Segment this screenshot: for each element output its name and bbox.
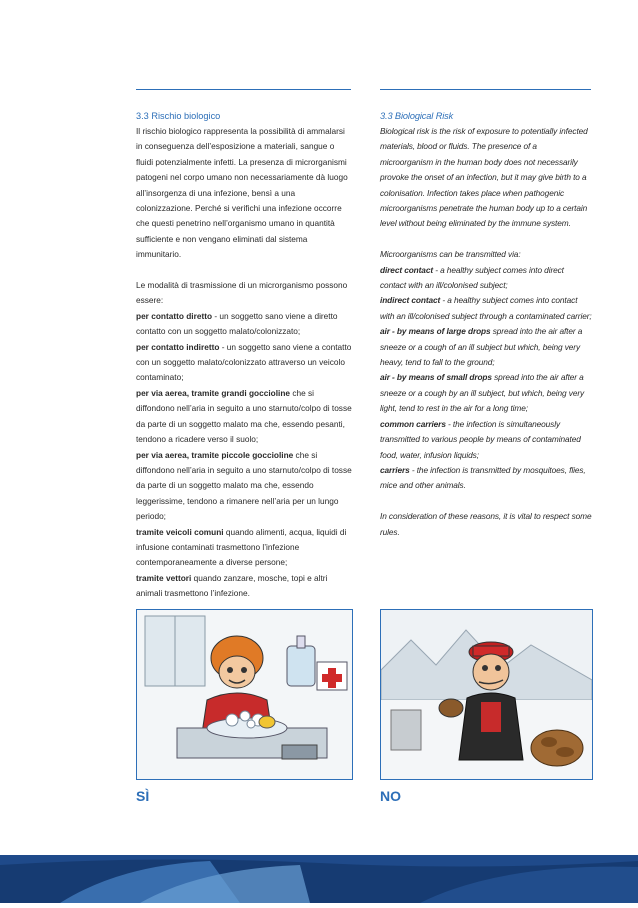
list-text: - a healthy subject comes into contact with an ill/colonised subject through a contaminated carrier; [380,295,592,321]
intro-paragraph: Biological risk is the risk of exposure to potentially infected materials, blood or fluids. The presence of a microorganism in the human body does not necessarily provoke the onset of an infection, but it may give birth to a colonisation. Infection takes place when pathogenic microorganisms penetrate the human body up to a certain level without being eliminated by the immune system. [380,126,588,229]
list-term: direct contact [380,264,434,275]
caption-yes: SÌ [136,788,150,804]
list-term: indirect contact [380,295,441,306]
list-item [380,370,592,416]
list-item [136,571,352,602]
footer-band [0,855,638,903]
illustration-washing-hands [136,609,353,780]
list-item [380,324,592,370]
top-rule-left [136,89,351,90]
list-term: per contatto indiretto [136,341,220,352]
list-term: per contatto diretto [136,310,213,321]
modes-intro: Microorganisms can be transmitted via: [380,249,521,260]
top-rule-right [380,89,591,90]
english-column [380,108,592,540]
list-text: spread into the air after a sneeze or a cough of an ill subject but which, being very heavy, tend to fall to the ground; [380,326,583,368]
list-term: tramite vettori [136,572,192,583]
section-heading: 3.3 Rischio biologico [136,111,221,121]
conclusion-paragraph: In consideration of these reasons, it is vital to respect some rules. [380,511,592,537]
list-item [136,525,352,571]
list-text: - un soggetto sano viene a contatto con un soggetto malato/colonizzato attraverso un veicolo contaminato; [136,341,352,383]
list-text: quando zanzare, mosche, topi e altri animali trasmettono l’infezione. [136,572,328,599]
list-term: air - by means of large drops [380,326,491,337]
list-term: per via aerea, tramite grandi goccioline [136,387,291,398]
footer-wave-decoration [0,855,638,903]
list-term: tramite veicoli comuni [136,526,224,537]
caption-no: NO [380,788,401,804]
dirty-hands-illustration [381,610,592,779]
intro-paragraph: Il rischio biologico rappresenta la possibilità di ammalarsi in conseguenza dell’esposizione a materiali, sangue o fluidi potenzialmente infetti. La presenza di microrganismi patogeni nel corpo umano non necessariamente dà luogo all’insorgenza di una infezione, bensì a una colonizzazione. Perché si verifichi una infezione occorre che questi penetrino nell’organismo umano in quantità sufficiente e non vengano eliminati dal sistema immunitario. [136,126,348,260]
list-text: spread into the air after a sneeze or a cough by an ill subject, but which, being very light, tend to rest in the air for a long time; [380,372,585,414]
list-text: - un soggetto sano viene a diretto contatto con un soggetto malato/colonizzato; [136,310,338,337]
list-item [380,463,592,494]
list-item [380,263,592,294]
list-term: air - by means of small drops [380,372,492,383]
list-text: quando alimenti, acqua, liquidi di infusione contaminati trasmettono l’infezione contemporaneamente a diverse persone; [136,526,347,568]
list-text: - the infection is transmitted by mosquitoes, flies, mice and other animals. [380,464,586,491]
transmission-list [380,263,592,494]
list-item [136,340,352,386]
list-item [380,417,592,463]
italian-column [136,108,352,648]
list-text: che si diffondono nell’aria in seguito a uno starnuto/colpo di tosse da parte di un soggetto malato ma che, essendo leggerissime, tendono a rimanere nell’aria per un lungo periodo; [136,449,352,522]
section-heading: 3.3 Biological Risk [380,111,454,121]
list-term: carriers [380,464,410,475]
list-item [136,386,352,448]
illustration-dirty-hands [380,609,593,780]
modes-intro: Le modalità di trasmissione di un microrganismo possono essere: [136,280,348,306]
transmission-list [136,309,352,602]
list-term: per via aerea, tramite piccole goccioline [136,449,294,460]
list-text: che si diffondono nell’aria in seguito a uno starnuto/colpo di tosse da parte di un soggetto malato ma che, essendo pesanti, tendono a ricadere verso il suolo; [136,387,352,445]
list-item [136,309,352,340]
list-term: common carriers [380,418,446,429]
list-text: - the infection is simultaneously transmitted to various people by means of contaminated food, water, infusion liquids; [380,418,581,460]
washing-hands-illustration [137,610,352,779]
list-item [136,448,352,525]
list-text: - a healthy subject comes into direct contact with an ill/colonised subject; [380,264,564,291]
list-item [380,293,592,324]
